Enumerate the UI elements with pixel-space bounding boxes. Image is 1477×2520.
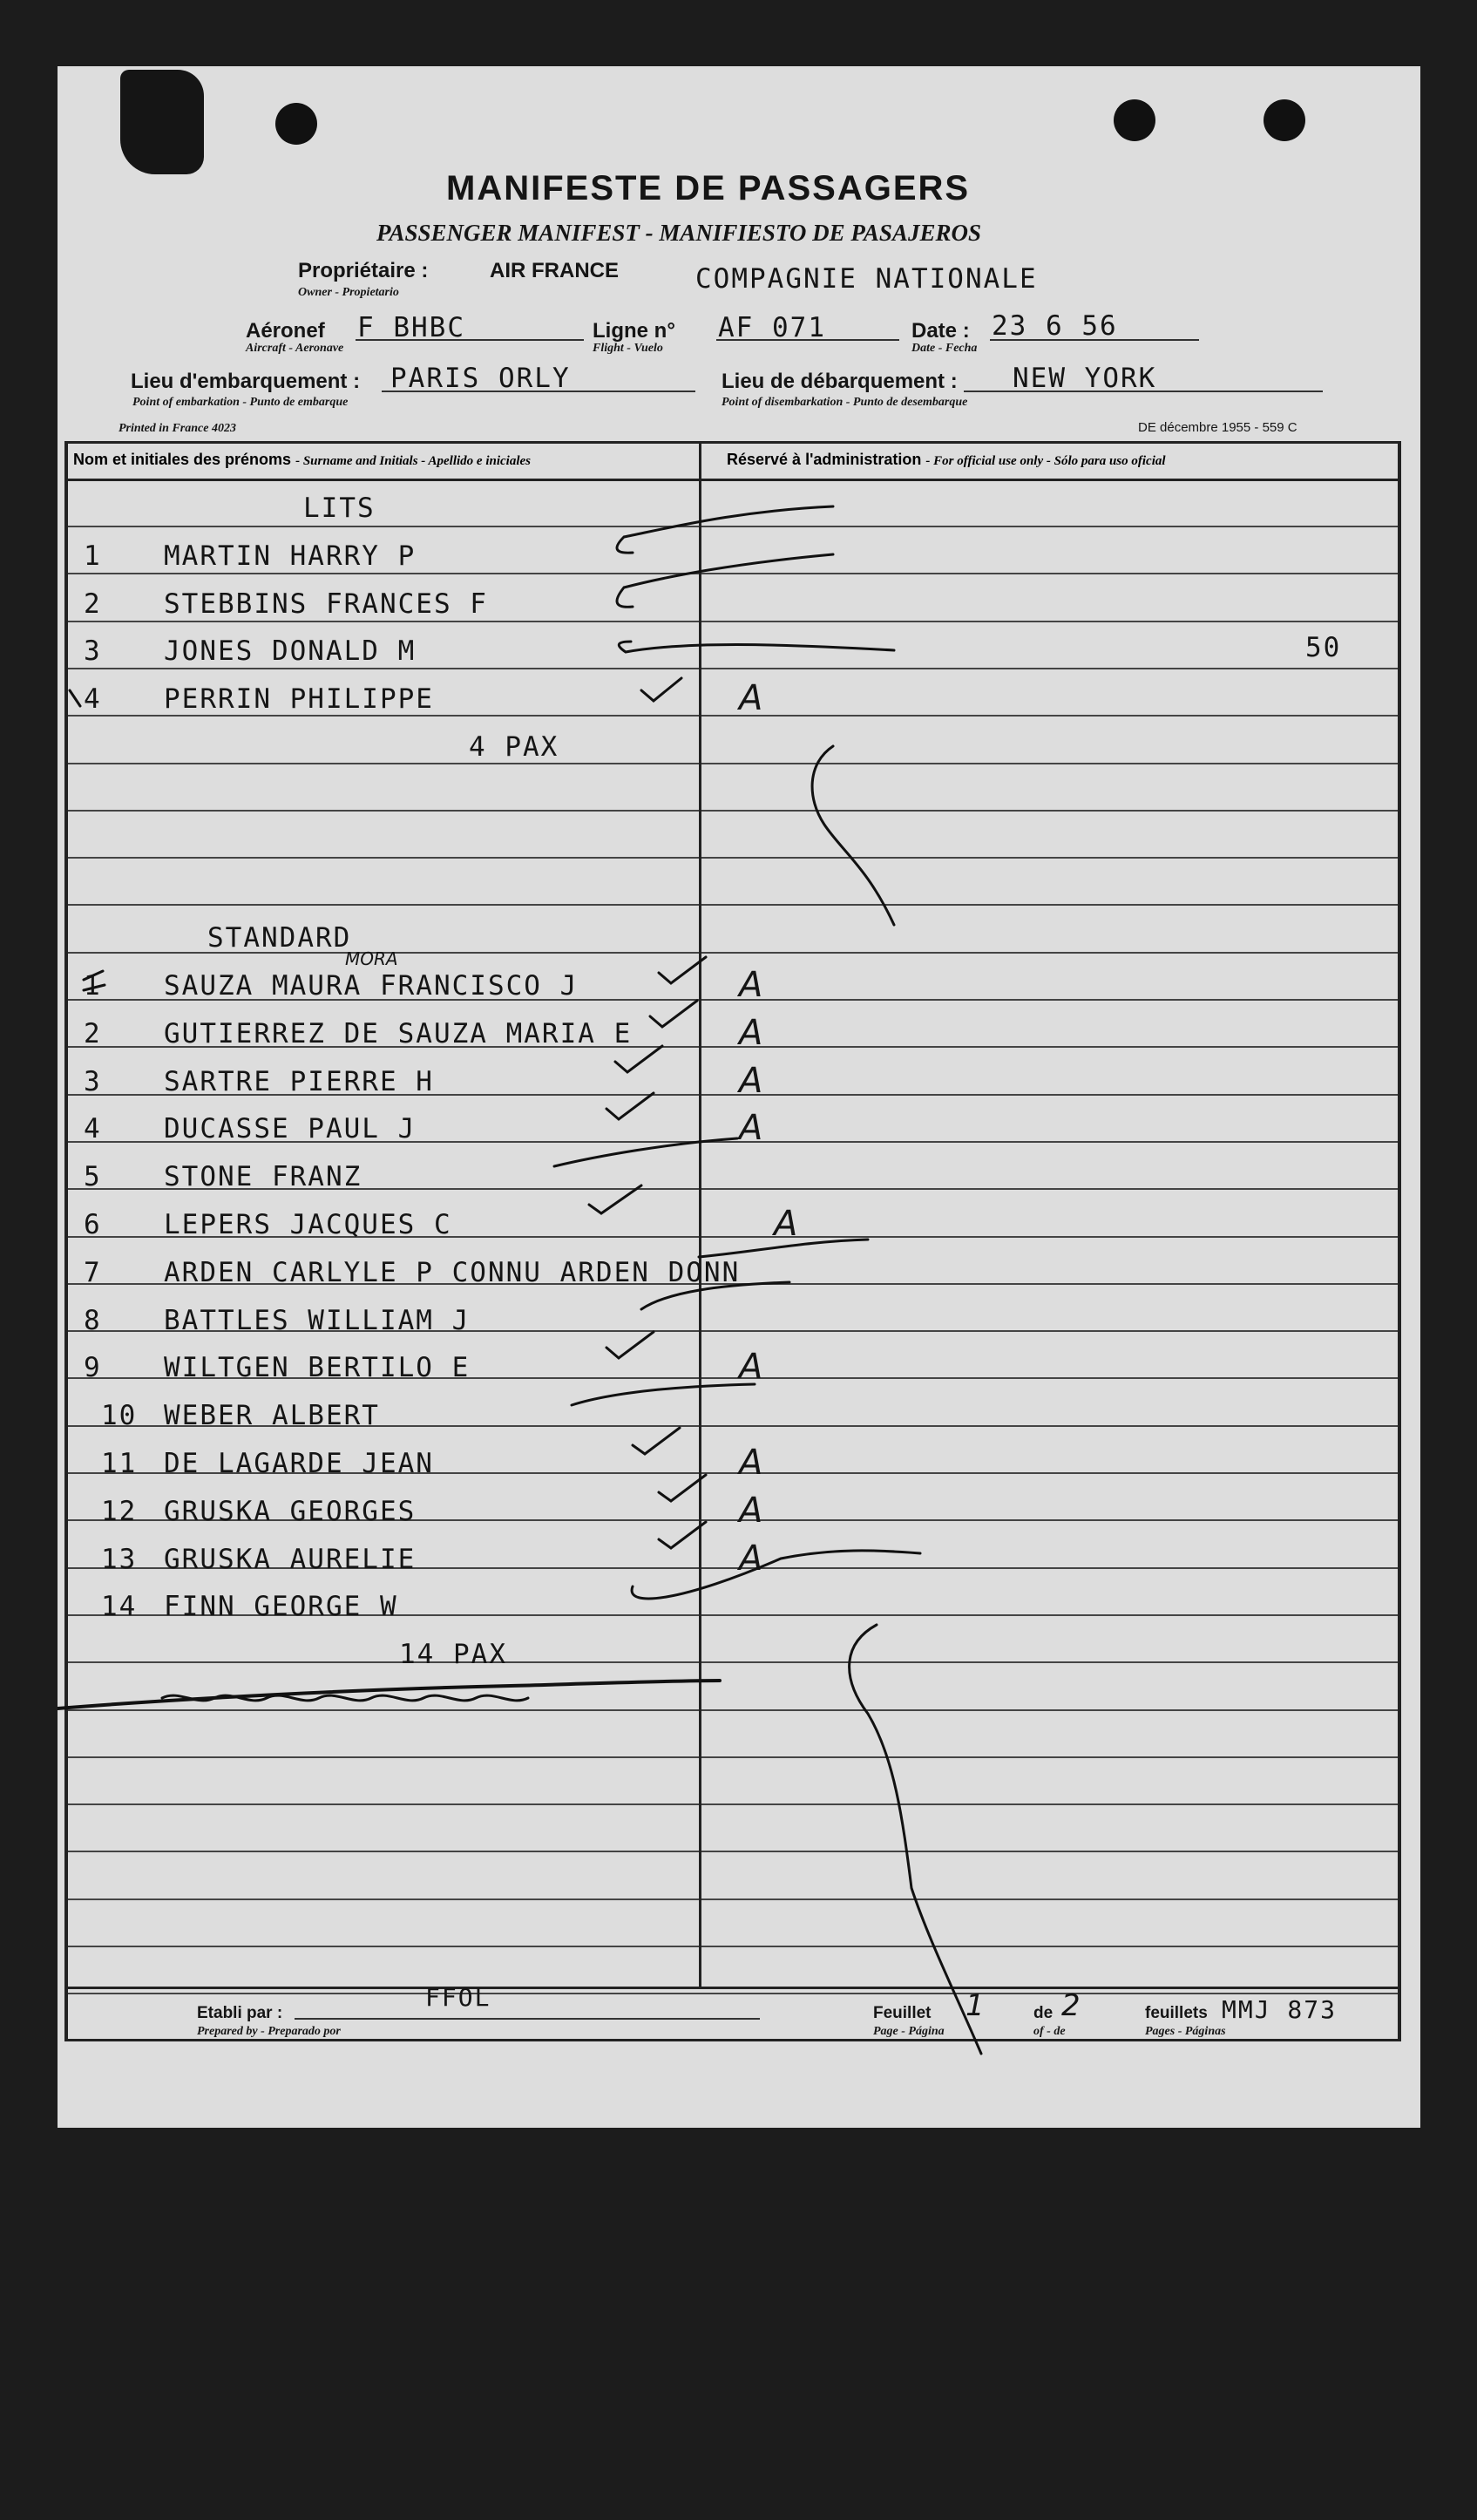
check-mark	[606, 1332, 654, 1358]
reference-number: MMJ 873	[1222, 1995, 1338, 2024]
admin-mark: A	[739, 1347, 763, 1387]
row-number: 12	[101, 1496, 138, 1527]
row-number: 4	[84, 1113, 102, 1145]
column-header-name-italic: - Surname and Initials - Apellido e iniciales	[295, 454, 531, 468]
passenger-name: GRUSKA GEORGES	[164, 1496, 417, 1527]
prepared-value: FFOL	[425, 1983, 491, 2012]
sheet-label: Feuillet	[873, 2004, 932, 2022]
sheets-sublabel: Pages - Páginas	[1145, 2025, 1226, 2038]
row-number: 14	[101, 1591, 138, 1622]
row-number: 2	[84, 588, 102, 620]
handwritten-marks	[58, 66, 1420, 2128]
aircraft-label: Aéronef	[246, 319, 325, 343]
check-mark	[699, 1240, 868, 1257]
row-number: 3	[84, 635, 102, 667]
check-mark	[606, 1093, 654, 1119]
passenger-name: SARTRE PIERRE H	[164, 1066, 434, 1097]
passenger-name: STEBBINS FRANCES F	[164, 588, 488, 620]
passenger-name: PERRIN PHILIPPE	[164, 683, 434, 715]
passenger-name: FINN GEORGE W	[164, 1591, 398, 1622]
check-mark	[659, 1522, 706, 1548]
aircraft-sublabel: Aircraft - Aeronave	[246, 342, 344, 355]
brace-mark	[812, 746, 894, 925]
row-number: 11	[101, 1448, 138, 1479]
passenger-name: GRUSKA AURELIE	[164, 1544, 417, 1575]
admin-mark: A	[739, 1491, 763, 1531]
owner-value: AIR FRANCE	[490, 259, 619, 282]
row-number: 13	[101, 1544, 138, 1575]
section-label: 14 PAX	[399, 1639, 507, 1670]
sheets-label: feuillets	[1145, 2004, 1208, 2022]
correction-stroke	[84, 971, 105, 990]
passenger-name: SAUZA MAURA FRANCISCO J	[164, 970, 579, 1002]
brace-mark	[850, 1625, 981, 2054]
sheet-sublabel: Page - Página	[873, 2025, 945, 2038]
admin-mark: A	[739, 965, 763, 1005]
prepared-label: Etabli par :	[197, 2004, 283, 2022]
row-number: 4	[84, 683, 102, 715]
date-sublabel: Date - Fecha	[911, 342, 978, 355]
column-header-admin-italic: - For official use only - Sólo para uso oficial	[925, 454, 1166, 468]
row-number: 5	[84, 1161, 102, 1192]
admin-mark: A	[739, 678, 763, 718]
aircraft-value: F BHBC	[357, 312, 465, 343]
strike-through	[58, 1681, 720, 1708]
row-number: 9	[84, 1352, 102, 1383]
passenger-name: BATTLES WILLIAM J	[164, 1305, 471, 1336]
embark-label: Lieu d'embarquement :	[131, 370, 361, 393]
admin-mark: A	[739, 1443, 763, 1483]
owner-label: Propriétaire :	[298, 259, 429, 282]
printed-note: Printed in France 4023	[119, 422, 236, 435]
disembark-value: NEW YORK	[1013, 363, 1157, 394]
admin-mark: A	[739, 1108, 763, 1148]
correction-stroke	[70, 690, 80, 706]
passenger-name: LEPERS JACQUES C	[164, 1209, 452, 1240]
embark-sublabel: Point of embarkation - Punto de embarque	[132, 396, 349, 409]
admin-mark: A	[739, 1061, 763, 1101]
passenger-name: STONE FRANZ	[164, 1161, 362, 1192]
passenger-name: ARDEN CARLYLE P CONNU ARDEN DONN	[164, 1257, 741, 1288]
date-label: Date :	[911, 319, 970, 343]
line-value: AF 071	[718, 312, 826, 343]
of-label: de	[1033, 2004, 1054, 2022]
page-subtitle: PASSENGER MANIFEST - MANIFIESTO DE PASAJEROS	[376, 220, 981, 246]
passenger-name: GUTIERREZ DE SAUZA MARIA E	[164, 1018, 633, 1049]
owner-typed: COMPAGNIE NATIONALE	[695, 263, 1038, 295]
of-sublabel: of - de	[1033, 2025, 1066, 2038]
line-sublabel: Flight - Vuelo	[593, 342, 663, 355]
row-number: 7	[84, 1257, 102, 1288]
row-number: 1	[84, 540, 102, 572]
passenger-name: MARTIN HARRY P	[164, 540, 417, 572]
page-title: MANIFESTE DE PASSAGERS	[446, 169, 971, 207]
line-label: Ligne n°	[593, 319, 675, 343]
prepared-sublabel: Prepared by - Preparado por	[197, 2025, 341, 2038]
passenger-name: WEBER ALBERT	[164, 1400, 380, 1431]
check-mark	[554, 1138, 737, 1166]
check-mark	[617, 554, 833, 607]
manifest-sheet	[58, 66, 1420, 2128]
section-label: STANDARD	[207, 922, 352, 954]
strike-through	[162, 1695, 528, 1701]
admin-mark: A	[774, 1204, 798, 1244]
check-mark	[617, 506, 833, 553]
admin-mark: A	[739, 1538, 763, 1579]
form-code: DE décembre 1955 - 559 C	[1138, 420, 1297, 435]
row-number: 10	[101, 1400, 138, 1431]
of-value: 2	[1061, 1988, 1081, 2023]
check-mark	[659, 957, 706, 983]
check-mark	[615, 1046, 662, 1072]
row-number: 1	[84, 970, 102, 1002]
check-mark	[650, 1001, 697, 1027]
column-header-admin-bold: Réservé à l'administration	[727, 451, 922, 468]
check-mark	[572, 1384, 755, 1405]
passenger-name: DUCASSE PAUL J	[164, 1113, 417, 1145]
check-mark	[619, 642, 894, 652]
passenger-name: DE LAGARDE JEAN	[164, 1448, 434, 1479]
section-label: 4 PAX	[469, 731, 559, 763]
check-mark	[632, 1551, 920, 1599]
section-label: LITS	[303, 492, 376, 524]
mora-correction: MORA	[345, 948, 398, 969]
embark-value: PARIS ORLY	[390, 363, 571, 394]
sheet-value: 1	[965, 1988, 985, 2023]
disembark-label: Lieu de débarquement :	[722, 370, 958, 393]
date-value: 23 6 56	[992, 310, 1118, 342]
check-mark	[659, 1475, 706, 1501]
passenger-name: WILTGEN BERTILO E	[164, 1352, 471, 1383]
check-mark	[633, 1428, 680, 1454]
check-mark	[641, 678, 681, 701]
row-number: 3	[84, 1066, 102, 1097]
check-mark	[641, 1282, 789, 1309]
passenger-name: JONES DONALD M	[164, 635, 417, 667]
admin-mark: A	[739, 1013, 763, 1053]
row-number: 2	[84, 1018, 102, 1049]
column-header-name-bold: Nom et initiales des prénoms	[73, 451, 292, 468]
check-mark	[589, 1185, 641, 1213]
row-number: 8	[84, 1305, 102, 1336]
row-number: 6	[84, 1209, 102, 1240]
admin-note: 50	[1305, 632, 1342, 663]
disembark-sublabel: Point of disembarkation - Punto de desembarque	[722, 396, 968, 409]
owner-sublabel: Owner - Propietario	[298, 286, 399, 299]
